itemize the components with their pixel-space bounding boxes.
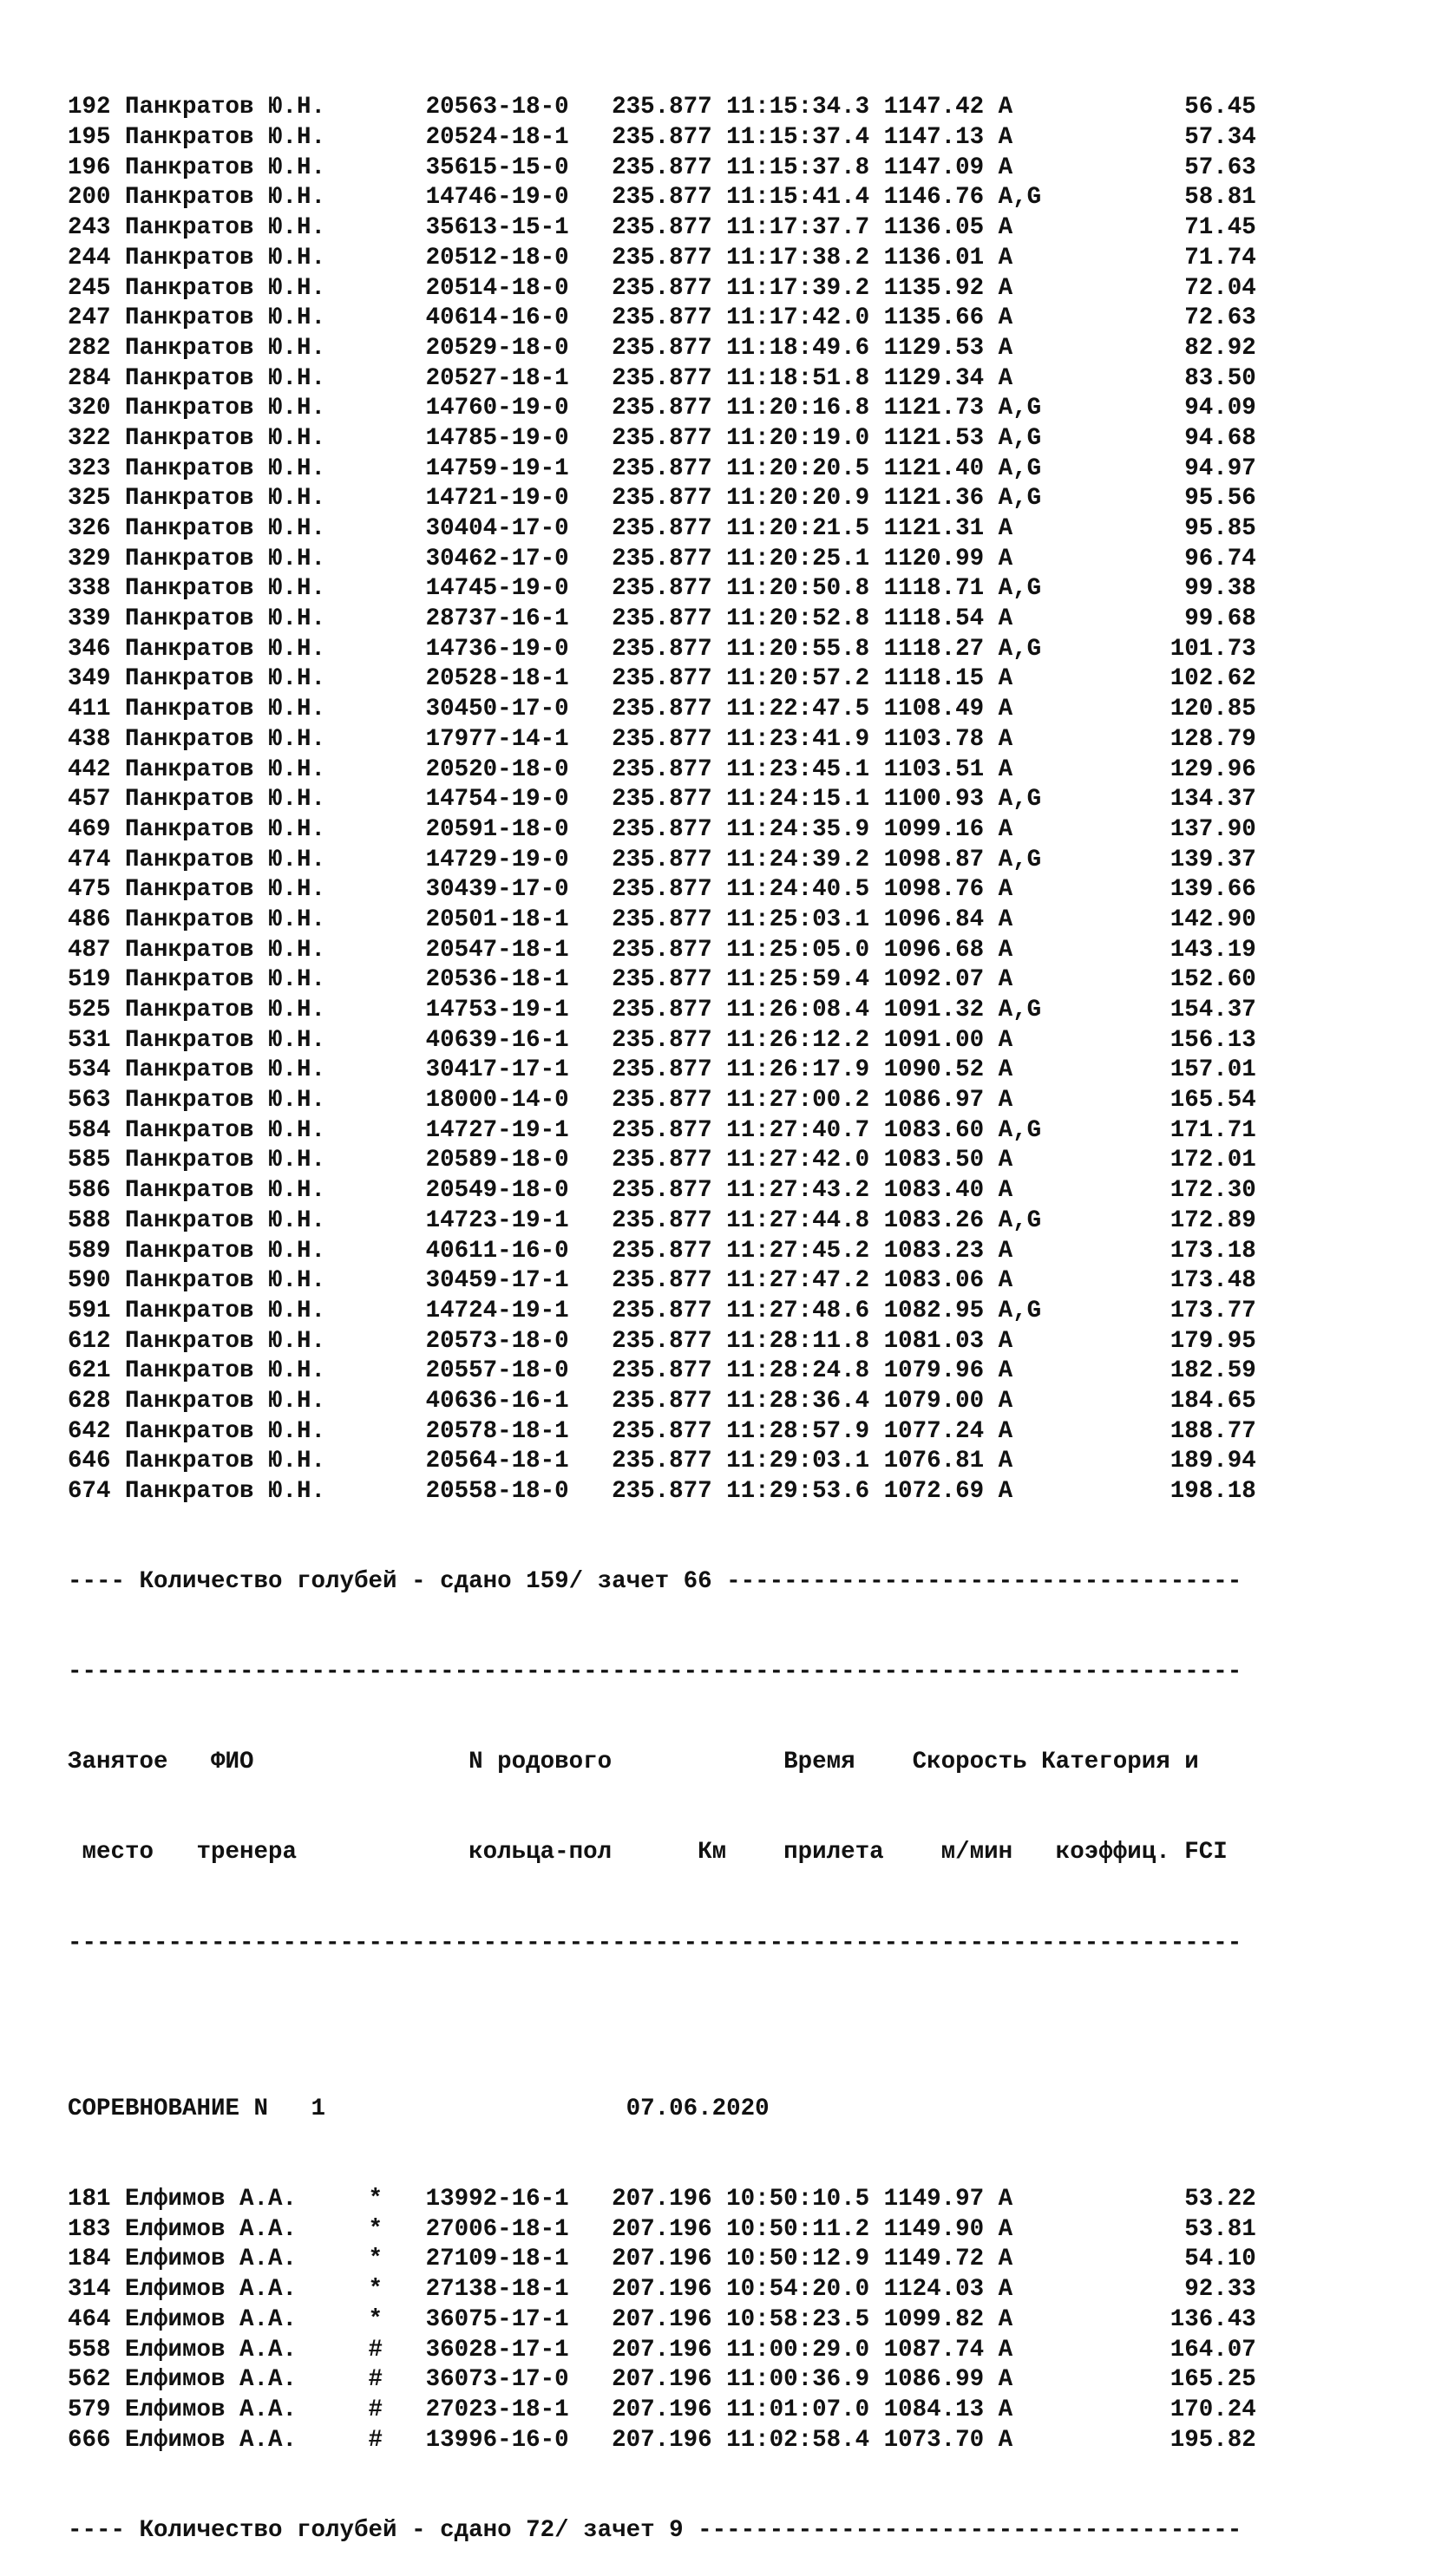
- result-row: 329 Панкратов Ю.Н. 30462-17-0 235.877 11:20:25.1 1120.99 A 96.74: [68, 545, 1256, 572]
- result-row: 642 Панкратов Ю.Н. 20578-18-1 235.877 11:28:57.9 1077.24 A 188.77: [68, 1417, 1256, 1445]
- result-row: 411 Панкратов Ю.Н. 30450-17-0 235.877 11:22:47.5 1108.49 A 120.85: [68, 696, 1256, 723]
- result-row: 349 Панкратов Ю.Н. 20528-18-1 235.877 11:20:57.2 1118.15 A 102.62: [68, 665, 1256, 693]
- result-row: 244 Панкратов Ю.Н. 20512-18-0 235.877 11:17:38.2 1136.01 A 71.74: [68, 244, 1256, 271]
- result-row: 519 Панкратов Ю.Н. 20536-18-1 235.877 11:25:59.4 1092.07 A 152.60: [68, 966, 1256, 994]
- result-row: 196 Панкратов Ю.Н. 35615-15-0 235.877 11:15:37.8 1147.09 A 57.63: [68, 154, 1256, 181]
- result-row: 628 Панкратов Ю.Н. 40636-16-1 235.877 11:28:36.4 1079.00 A 184.65: [68, 1387, 1256, 1415]
- competition-title: СОРЕВНОВАНИЕ N 1 07.06.2020: [68, 2095, 770, 2122]
- result-row: 442 Панкратов Ю.Н. 20520-18-0 235.877 11:23:45.1 1103.51 A 129.96: [68, 755, 1256, 783]
- result-row: 588 Панкратов Ю.Н. 14723-19-1 235.877 11:27:44.8 1083.26 A,G 172.89: [68, 1206, 1256, 1234]
- result-row: 474 Панкратов Ю.Н. 14729-19-0 235.877 11:24:39.2 1098.87 A,G 139.37: [68, 846, 1256, 873]
- result-row: 245 Панкратов Ю.Н. 20514-18-0 235.877 11:17:39.2 1135.92 A 72.04: [68, 274, 1256, 302]
- result-row: 563 Панкратов Ю.Н. 18000-14-0 235.877 11:27:00.2 1086.97 A 165.54: [68, 1087, 1256, 1115]
- result-row: 326 Панкратов Ю.Н. 30404-17-0 235.877 11:20:21.5 1121.31 A 95.85: [68, 515, 1256, 543]
- result-row: 192 Панкратов Ю.Н. 20563-18-0 235.877 11:15:34.3 1147.42 A 56.45: [68, 94, 1256, 121]
- result-row: 320 Панкратов Ю.Н. 14760-19-0 235.877 11:20:16.8 1121.73 A,G 94.09: [68, 395, 1256, 422]
- separator-line: ----------------------------------------------------------------------------------: [68, 1658, 1242, 1686]
- result-row: 590 Панкратов Ю.Н. 30459-17-1 235.877 11:27:47.2 1083.06 A 173.48: [68, 1267, 1256, 1295]
- result-row: 562 Елфимов А.А. # 36073-17-0 207.196 11:00:36.9 1086.99 A 165.25: [68, 2366, 1256, 2394]
- results-document: [68, 33, 1386, 2576]
- column-header-row-2: место тренера кольца-пол Км прилета м/мин коэффиц. FCI: [68, 1839, 1228, 1867]
- results-section-elfimov: [68, 2185, 1386, 2455]
- result-row: 282 Панкратов Ю.Н. 20529-18-0 235.877 11:18:49.6 1129.53 A 82.92: [68, 334, 1256, 362]
- result-row: 339 Панкратов Ю.Н. 28737-16-1 235.877 11:20:52.8 1118.54 A 99.68: [68, 605, 1256, 633]
- result-row: 338 Панкратов Ю.Н. 14745-19-0 235.877 11:20:50.8 1118.71 A,G 99.38: [68, 575, 1256, 603]
- separator-line: ----------------------------------------------------------------------------------: [68, 1929, 1242, 1957]
- result-row: 325 Панкратов Ю.Н. 14721-19-0 235.877 11:20:20.9 1121.36 A,G 95.56: [68, 485, 1256, 513]
- results-section-pankratov: [68, 93, 1386, 1507]
- result-row: 475 Панкратов Ю.Н. 30439-17-0 235.877 11:24:40.5 1098.76 A 139.66: [68, 876, 1256, 904]
- result-row: 438 Панкратов Ю.Н. 17977-14-1 235.877 11:23:41.9 1103.78 A 128.79: [68, 725, 1256, 753]
- result-row: 646 Панкратов Ю.Н. 20564-18-1 235.877 11:29:03.1 1076.81 A 189.94: [68, 1448, 1256, 1475]
- result-row: 585 Панкратов Ю.Н. 20589-18-0 235.877 11:27:42.0 1083.50 A 172.01: [68, 1147, 1256, 1174]
- result-row: 322 Панкратов Ю.Н. 14785-19-0 235.877 11:20:19.0 1121.53 A,G 94.68: [68, 424, 1256, 452]
- result-row: 323 Панкратов Ю.Н. 14759-19-1 235.877 11:20:20.5 1121.40 A,G 94.97: [68, 454, 1256, 482]
- result-row: 579 Елфимов А.А. # 27023-18-1 207.196 11:01:07.0 1084.13 A 170.24: [68, 2396, 1256, 2423]
- column-header-row-1: Занятое ФИО N родового Время Скорость Категория и: [68, 1749, 1199, 1776]
- result-row: 183 Елфимов А.А. * 27006-18-1 207.196 10:50:11.2 1149.90 A 53.81: [68, 2215, 1256, 2243]
- result-row: 243 Панкратов Ю.Н. 35613-15-1 235.877 11:17:37.7 1136.05 A 71.45: [68, 214, 1256, 242]
- result-row: 181 Елфимов А.А. * 13992-16-1 207.196 10:50:10.5 1149.97 A 53.22: [68, 2186, 1256, 2213]
- result-row: 531 Панкратов Ю.Н. 40639-16-1 235.877 11:26:12.2 1091.00 A 156.13: [68, 1026, 1256, 1054]
- result-row: 314 Елфимов А.А. * 27138-18-1 207.196 10:54:20.0 1124.03 A 92.33: [68, 2276, 1256, 2304]
- result-row: 195 Панкратов Ю.Н. 20524-18-1 235.877 11:15:37.4 1147.13 A 57.34: [68, 124, 1256, 152]
- result-row: 346 Панкратов Ю.Н. 14736-19-0 235.877 11:20:55.8 1118.27 A,G 101.73: [68, 635, 1256, 663]
- result-row: 666 Елфимов А.А. # 13996-16-0 207.196 11:02:58.4 1073.70 A 195.82: [68, 2426, 1256, 2454]
- result-row: 674 Панкратов Ю.Н. 20558-18-0 235.877 11:29:53.6 1072.69 A 198.18: [68, 1478, 1256, 1506]
- section-summary: ---- Количество голубей - сдано 159/ зачет 66 ------------------------------------: [68, 1568, 1242, 1596]
- result-row: 184 Елфимов А.А. * 27109-18-1 207.196 10:50:12.9 1149.72 A 54.10: [68, 2246, 1256, 2273]
- result-row: 457 Панкратов Ю.Н. 14754-19-0 235.877 11:24:15.1 1100.93 A,G 134.37: [68, 786, 1256, 814]
- result-row: 284 Панкратов Ю.Н. 20527-18-1 235.877 11:18:51.8 1129.34 A 83.50: [68, 364, 1256, 392]
- result-row: 621 Панкратов Ю.Н. 20557-18-0 235.877 11:28:24.8 1079.96 A 182.59: [68, 1357, 1256, 1385]
- result-row: 586 Панкратов Ю.Н. 20549-18-0 235.877 11:27:43.2 1083.40 A 172.30: [68, 1177, 1256, 1205]
- result-row: 200 Панкратов Ю.Н. 14746-19-0 235.877 11:15:41.4 1146.76 A,G 58.81: [68, 184, 1256, 212]
- result-row: 487 Панкратов Ю.Н. 20547-18-1 235.877 11:25:05.0 1096.68 A 143.19: [68, 936, 1256, 964]
- section-summary: ---- Количество голубей - сдано 72/ зачет 9 --------------------------------------: [68, 2516, 1242, 2544]
- result-row: 558 Елфимов А.А. # 36028-17-1 207.196 11:00:29.0 1087.74 A 164.07: [68, 2336, 1256, 2364]
- result-row: 612 Панкратов Ю.Н. 20573-18-0 235.877 11:28:11.8 1081.03 A 179.95: [68, 1327, 1256, 1355]
- result-row: 525 Панкратов Ю.Н. 14753-19-1 235.877 11:26:08.4 1091.32 A,G 154.37: [68, 997, 1256, 1024]
- result-row: 534 Панкратов Ю.Н. 30417-17-1 235.877 11:26:17.9 1090.52 A 157.01: [68, 1056, 1256, 1084]
- result-row: 469 Панкратов Ю.Н. 20591-18-0 235.877 11:24:35.9 1099.16 A 137.90: [68, 815, 1256, 843]
- result-row: 591 Панкратов Ю.Н. 14724-19-1 235.877 11:27:48.6 1082.95 A,G 173.77: [68, 1297, 1256, 1324]
- result-row: 589 Панкратов Ю.Н. 40611-16-0 235.877 11:27:45.2 1083.23 A 173.18: [68, 1237, 1256, 1265]
- result-row: 247 Панкратов Ю.Н. 40614-16-0 235.877 11:17:42.0 1135.66 A 72.63: [68, 304, 1256, 332]
- result-row: 486 Панкратов Ю.Н. 20501-18-1 235.877 11:25:03.1 1096.84 A 142.90: [68, 906, 1256, 933]
- result-row: 464 Елфимов А.А. * 36075-17-1 207.196 10:58:23.5 1099.82 A 136.43: [68, 2305, 1256, 2333]
- result-row: 584 Панкратов Ю.Н. 14727-19-1 235.877 11:27:40.7 1083.60 A,G 171.71: [68, 1116, 1256, 1144]
